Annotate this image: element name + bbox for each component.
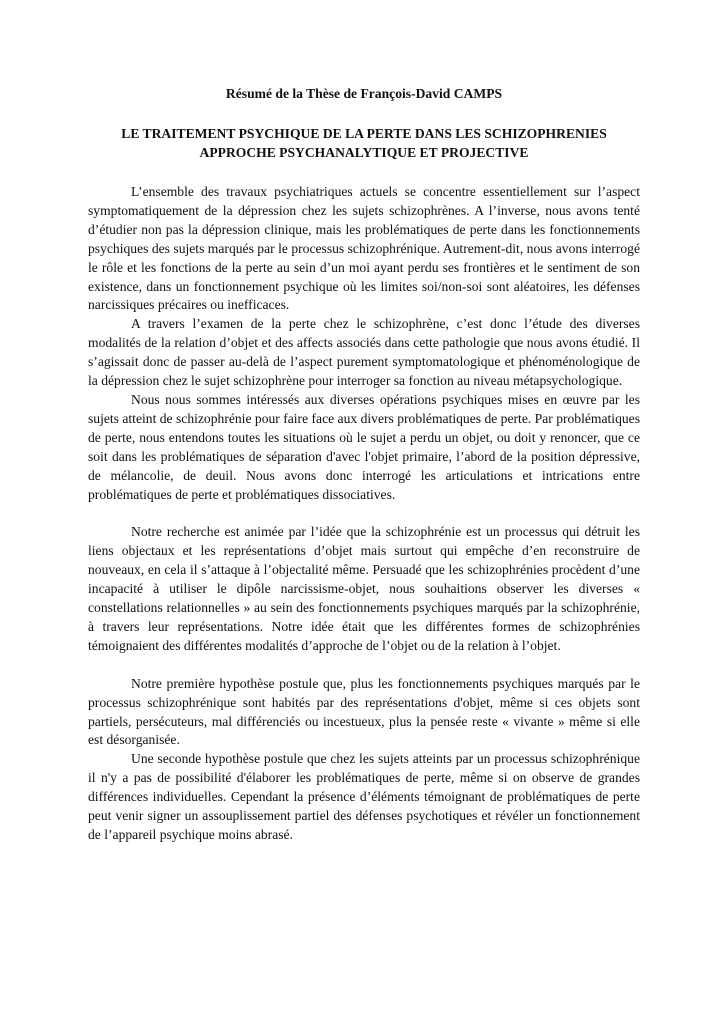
paragraph-spacer bbox=[88, 504, 640, 523]
subtitle-line-2: APPROCHE PSYCHANALYTIQUE ET PROJECTIVE bbox=[199, 145, 529, 160]
paragraph-6: Une seconde hypothèse postule que chez les sujets atteints par un processus schizophrénique il n'y a pas de possibilité d'élaborer les problématiques de perte, même si on observe de grandes différences individuelles. Cependant la présence d’éléments témoignant de problématiques de perte peut venir signer un assouplissement partiel des défenses psychotiques et révéler un fonctionnement de l’appareil psychique moins abrasé. bbox=[88, 751, 640, 842]
paragraph-spacer bbox=[88, 656, 640, 675]
paragraph-2: A travers l’examen de la perte chez le schizophrène, c’est donc l’étude des diverses modalités de la relation d’objet et des affects associés dans cette pathologie que nous avons étudié. Il s’agissait donc de passer au-delà de l’aspect purement symptomatologique et phénoménologique de la dépression chez le sujet schizophrène pour interroger sa fonction au niveau métapsychologique. bbox=[88, 316, 640, 389]
document-subtitle bbox=[88, 124, 640, 162]
document-title: Résumé de la Thèse de François-David CAMPS bbox=[225, 86, 503, 101]
paragraph-1: L’ensemble des travaux psychiatriques actuels se concentre essentiellement sur l’aspect symptomatiquement de la dépression chez les sujets schizophrènes. A l’inverse, nous avons tenté d’étudier non pas la dépression clinique, mais les problématiques de perte dans les fonctionnements psychiques des sujets marqués par le processus schizophrénique. Autrement-dit, nous avons interrogé le rôle et les fonctions de la perte au sein d’un moi ayant perdu ses frontières et le sentiment de son existence, dans un fonctionnement psychique où les limites soi/non-soi sont aléatoires, les défenses narcissiques précaires ou inefficaces. bbox=[88, 184, 640, 313]
paragraph-5: Notre première hypothèse postule que, plus les fonctionnements psychiques marqués par le processus schizophrénique sont habités par des représentations d'objet, même si ces objets sont partiels, persécuteurs, mal différenciés ou incestueux, plus la pensée reste « vivante » même si elle est désorganisée. bbox=[88, 675, 640, 748]
document-body bbox=[88, 183, 640, 845]
paragraph-3: Nous nous sommes intéressés aux diverses opérations psychiques mises en œuvre par les sujets atteint de schizophrénie pour faire face aux divers problématiques de perte. Par problématiques de perte, nous entendons toutes les situations où le sujet a perdu un objet, ou doit y renoncer, que ce soit dans les problématiques de séparation d'avec l'objet primaire, l’abord de la position dépressive, de mélancolie, de deuil. Nous avons donc interrogé les articulations et intrications entre problématiques de perte et problématiques dissociatives. bbox=[88, 391, 640, 502]
paragraph-4: Notre recherche est animée par l’idée que la schizophrénie est un processus qui détruit les liens objectaux et les représentations d’objet mais surtout qui empêche d’en reconstruire de nouveaux, en cela il s’attaque à l’objectalité même. Persuadé que les schizophrénies procèdent d’une incapacité à utiliser le dipôle narcissisme-objet, nous souhaitions observer les diverses « constellations relationnelles » au sein des fonctionnements psychiques marqués par la schizophrénie, à travers leur représentations. Notre idée était que les différentes formes de schizophrénies témoignaient des différentes modalités d’approche de l’objet ou de la relation à l’objet. bbox=[88, 524, 640, 653]
subtitle-line-1: LE TRAITEMENT PSYCHIQUE DE LA PERTE DANS LES SCHIZOPHRENIES bbox=[121, 126, 607, 141]
